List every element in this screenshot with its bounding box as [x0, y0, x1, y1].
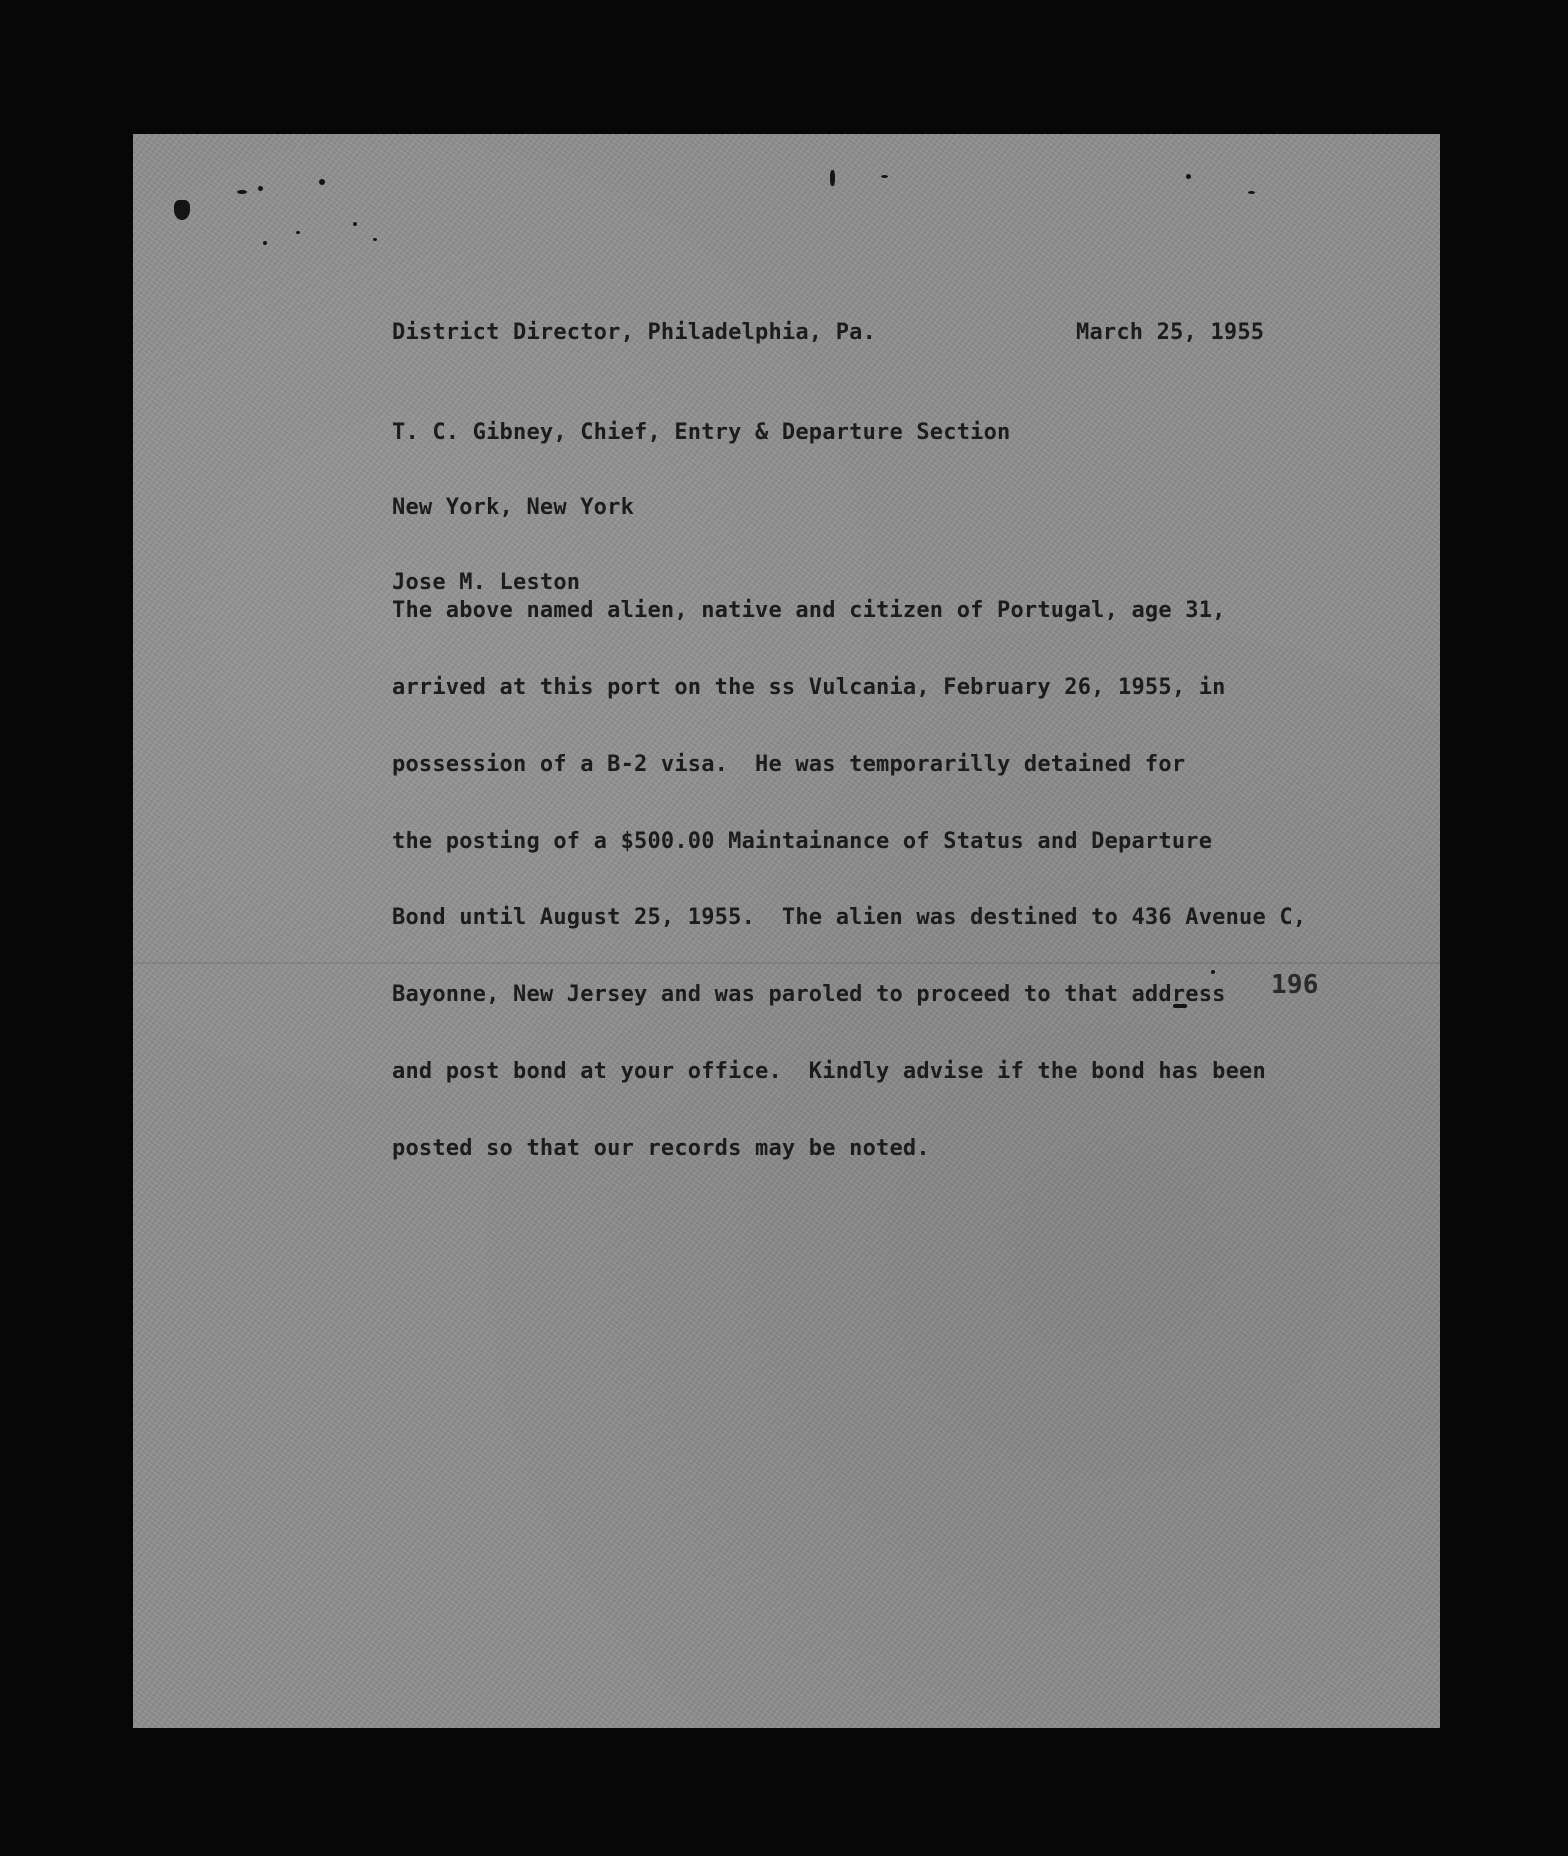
body-line: The above named alien, native and citizen of Portugal, age 31,: [392, 598, 1226, 624]
recipient-line: T. C. Gibney, Chief, Entry & Departure Section: [392, 420, 1011, 445]
page-number: 196: [1271, 970, 1319, 1000]
recipient-line: New York, New York: [392, 495, 635, 520]
body-line: posted so that our records may be noted.: [392, 1135, 930, 1161]
recipient-line: Jose M. Leston: [392, 570, 581, 595]
body-line: Bond until August 25, 1955. The alien was destined to 436 Avenue C,: [392, 905, 1307, 931]
letter-body: [392, 547, 1306, 1212]
ink-speck: [258, 186, 263, 191]
body-line: and post bond at your office. Kindly advise if the bond has been: [392, 1058, 1266, 1084]
ink-speck: [373, 238, 377, 241]
ink-speck: [1248, 191, 1255, 194]
ink-speck: [296, 231, 300, 234]
body-line: possession of a B-2 visa. He was temporarilly detained for: [392, 751, 1186, 777]
body-line: Bayonne, New Jersey and was paroled to proceed to that address: [392, 982, 1226, 1008]
ink-speck: [174, 200, 190, 220]
ink-speck: [319, 179, 325, 185]
sender-line: District Director, Philadelphia, Pa.: [392, 320, 877, 345]
ink-speck: [263, 241, 267, 245]
ink-speck: [237, 190, 247, 194]
ink-speck: [881, 175, 888, 178]
body-line: the posting of a $500.00 Maintainance of Status and Departure: [392, 828, 1213, 854]
paper-sheet: [133, 134, 1440, 1728]
ink-speck: [1186, 174, 1191, 179]
ink-speck: [830, 170, 835, 186]
letter-date: March 25, 1955: [1076, 320, 1265, 345]
body-line: arrived at this port on the ss Vulcania, February 26, 1955, in: [392, 674, 1226, 700]
ink-speck: [353, 222, 357, 226]
